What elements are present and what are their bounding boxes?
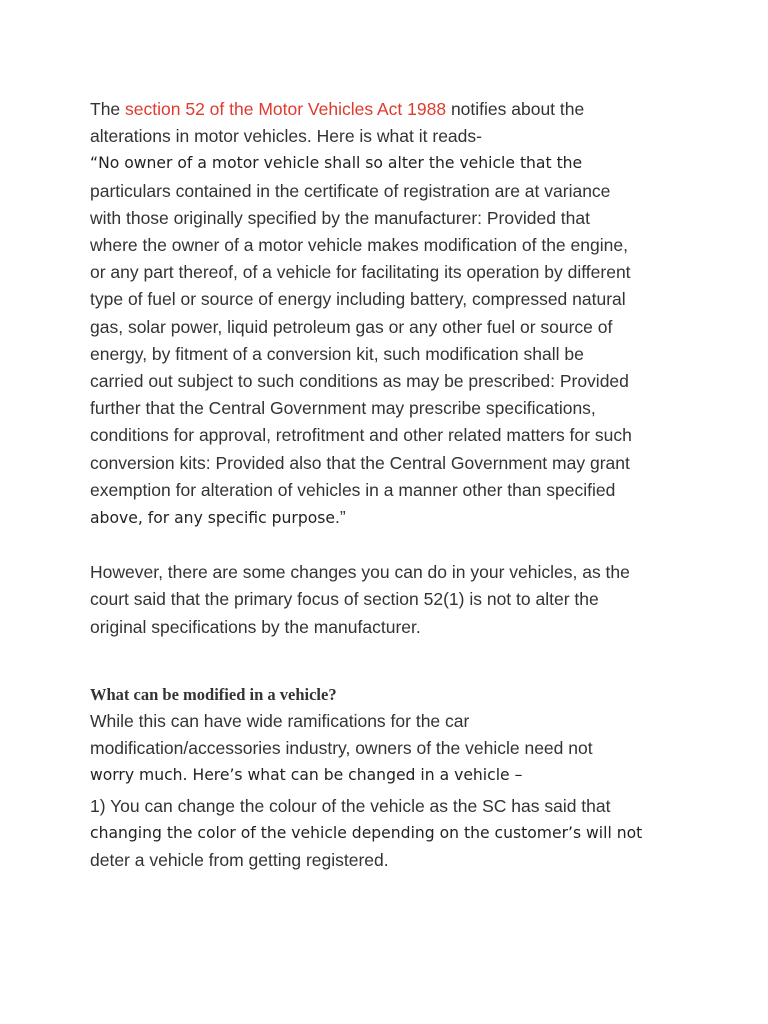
quote-line: conversion kits: Provided also that the Central Government may grant bbox=[90, 452, 630, 473]
section-heading: What can be modified in a vehicle? bbox=[90, 684, 337, 704]
list-item-1-line-2: changing the color of the vehicle depending on the customer’s will not bbox=[90, 823, 643, 842]
quote-line: further that the Central Government may prescribe specifications, bbox=[90, 398, 596, 419]
quote-line: conditions for approval, retrofitment and other related matters for such bbox=[90, 425, 632, 446]
quote-line: type of fuel or source of energy including battery, compressed natural bbox=[90, 289, 626, 310]
intro-line-2: alterations in motor vehicles. Here is what it reads- bbox=[90, 126, 482, 147]
motor-vehicles-act-link[interactable]: section 52 of the Motor Vehicles Act 1988 bbox=[125, 99, 447, 119]
quote-line: where the owner of a motor vehicle makes modification of the engine, bbox=[90, 235, 628, 256]
however-line: court said that the primary focus of section 52(1) is not to alter the bbox=[90, 589, 599, 610]
quote-line: with those originally specified by the manufacturer: Provided that bbox=[90, 207, 590, 228]
quote-last-end: .” bbox=[334, 507, 346, 528]
section-line: modification/accessories industry, owners of the vehicle need not bbox=[90, 738, 593, 759]
paragraph-gap bbox=[90, 532, 690, 559]
quote-line: carried out subject to such conditions as may be prescribed: Provided bbox=[90, 371, 629, 392]
quote-line: particulars contained in the certificate of registration are at variance bbox=[90, 180, 611, 201]
section-gap bbox=[90, 641, 690, 681]
section-line-3: worry much. Here’s what can be changed in a vehicle – bbox=[90, 766, 523, 785]
quote-last-dark: above, for any specific purpose bbox=[90, 509, 335, 528]
list-item-1-line-3: deter a vehicle from getting registered. bbox=[90, 850, 389, 871]
intro-prefix: The bbox=[90, 99, 126, 119]
quote-line: energy, by fitment of a conversion kit, such modification shall be bbox=[90, 343, 584, 364]
quote-line: gas, solar power, liquid petroleum gas or any other fuel or source of bbox=[90, 316, 613, 337]
intro-line-1 bbox=[90, 96, 690, 123]
list-item-1-line-1: 1) You can change the colour of the vehicle as the SC has said that bbox=[90, 795, 611, 816]
quote-last-line bbox=[90, 504, 690, 532]
section-line: While this can have wide ramifications for the car bbox=[90, 711, 470, 732]
document-body bbox=[90, 96, 690, 874]
however-line: However, there are some changes you can do in your vehicles, as the bbox=[90, 562, 630, 583]
intro-suffix: notifies about the bbox=[446, 99, 585, 119]
however-line: original specifications by the manufacturer. bbox=[90, 616, 421, 637]
quote-line: exemption for alteration of vehicles in a manner other than specified bbox=[90, 479, 616, 500]
quote-line-1: “No owner of a motor vehicle shall so alter the vehicle that the bbox=[90, 154, 583, 173]
quote-line: or any part thereof, of a vehicle for facilitating its operation by different bbox=[90, 262, 631, 283]
